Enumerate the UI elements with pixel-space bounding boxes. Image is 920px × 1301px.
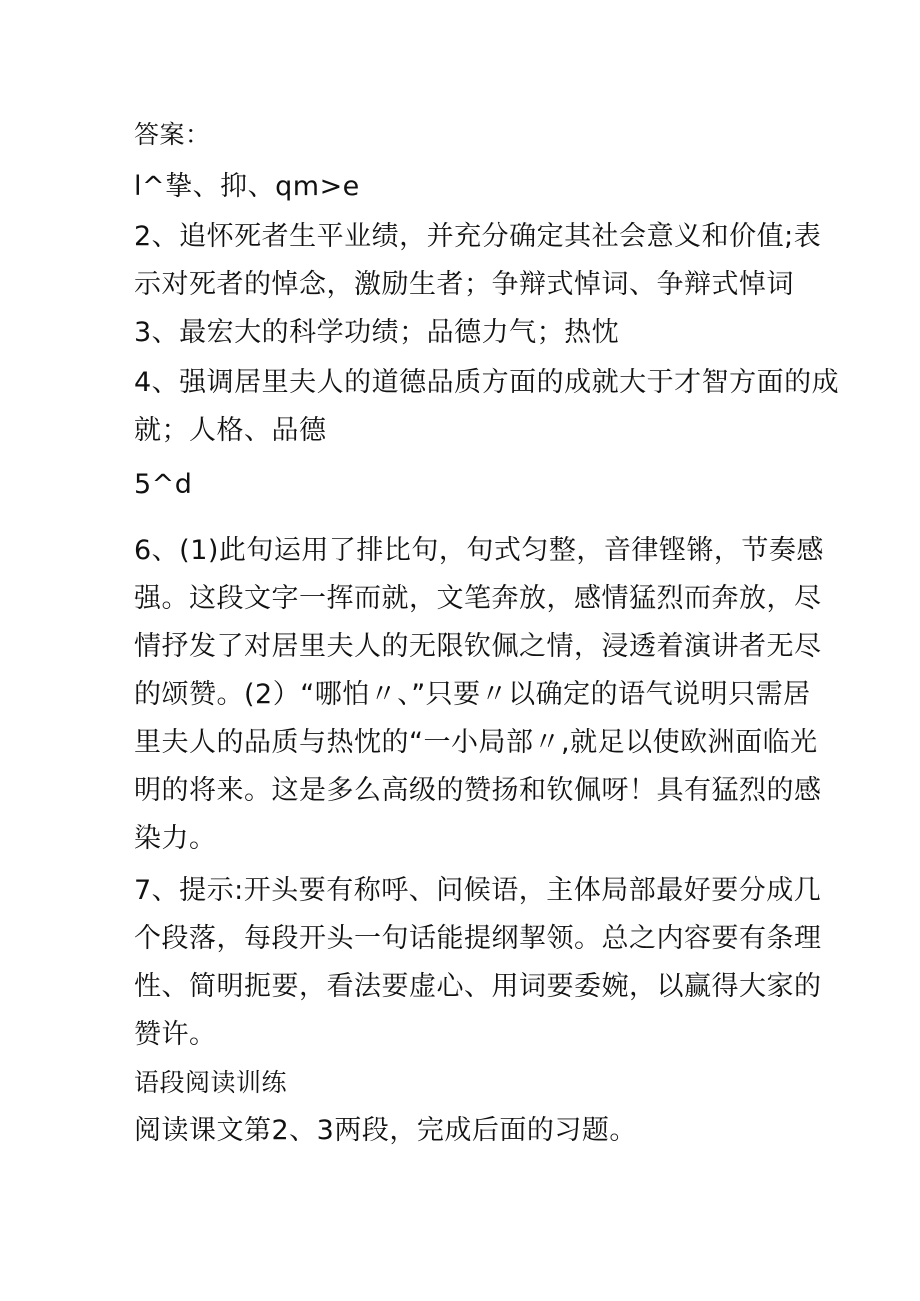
answer-line-9: 强。这段文字一挥而就，文笔奔放，感情猛烈而奔放，尽 <box>134 583 822 614</box>
answer-line-17: 性、简明扼要，看法要虚心、用词要委婉，以赢得大家的 <box>134 971 822 1002</box>
answer-line-11: 的颂赞。(2）“哪怕〃、”只要〃以确定的语气说明只需居 <box>134 679 811 710</box>
answer-line-15: 7、提示:开头要有称呼、问候语，主体局部最好要分成几 <box>134 875 822 906</box>
answer-line-10: 情抒发了对居里夫人的无限钦佩之情，浸透着演讲者无尽 <box>134 631 822 662</box>
answer-line-13: 明的将来。这是多么高级的赞扬和钦佩呀！具有猛烈的感 <box>134 775 822 806</box>
answer-line-16: 个段落，每段开头一句话能提纲挈领。总之内容要有条理 <box>134 923 822 954</box>
section-title: 语段阅读训练 <box>134 1068 288 1097</box>
answer-line-5: 4、强调居里夫人的道德品质方面的成就大于才智方面的成 <box>134 367 840 398</box>
answer-line-14: 染力。 <box>134 823 217 854</box>
answer-line-7: 5^d <box>134 469 193 500</box>
answer-line-12: 里夫人的品质与热忱的“一小局部〃,就足以使欧洲面临光 <box>134 727 818 758</box>
answer-line-2: 2、追怀死者生平业绩，并充分确定其社会意义和价值;表 <box>134 221 822 252</box>
answers-heading: 答案： <box>134 120 211 149</box>
answer-line-6: 就；人格、品德 <box>134 415 327 446</box>
answer-line-3: 示对死者的悼念，激励生者；争辩式悼词、争辩式悼词 <box>134 269 794 300</box>
answer-line-8: 6、(1)此句运用了排比句，句式匀整，音律铿锵，节奏感 <box>134 535 824 566</box>
answer-line-18: 赞许。 <box>134 1019 217 1050</box>
answer-line-1: l^挚、抑、qm>e <box>134 171 360 202</box>
reading-instruction: 阅读课文第2、3两段，完成后面的习题。 <box>134 1115 637 1146</box>
answer-line-4: 3、最宏大的科学功绩；品德力气；热忱 <box>134 317 620 348</box>
